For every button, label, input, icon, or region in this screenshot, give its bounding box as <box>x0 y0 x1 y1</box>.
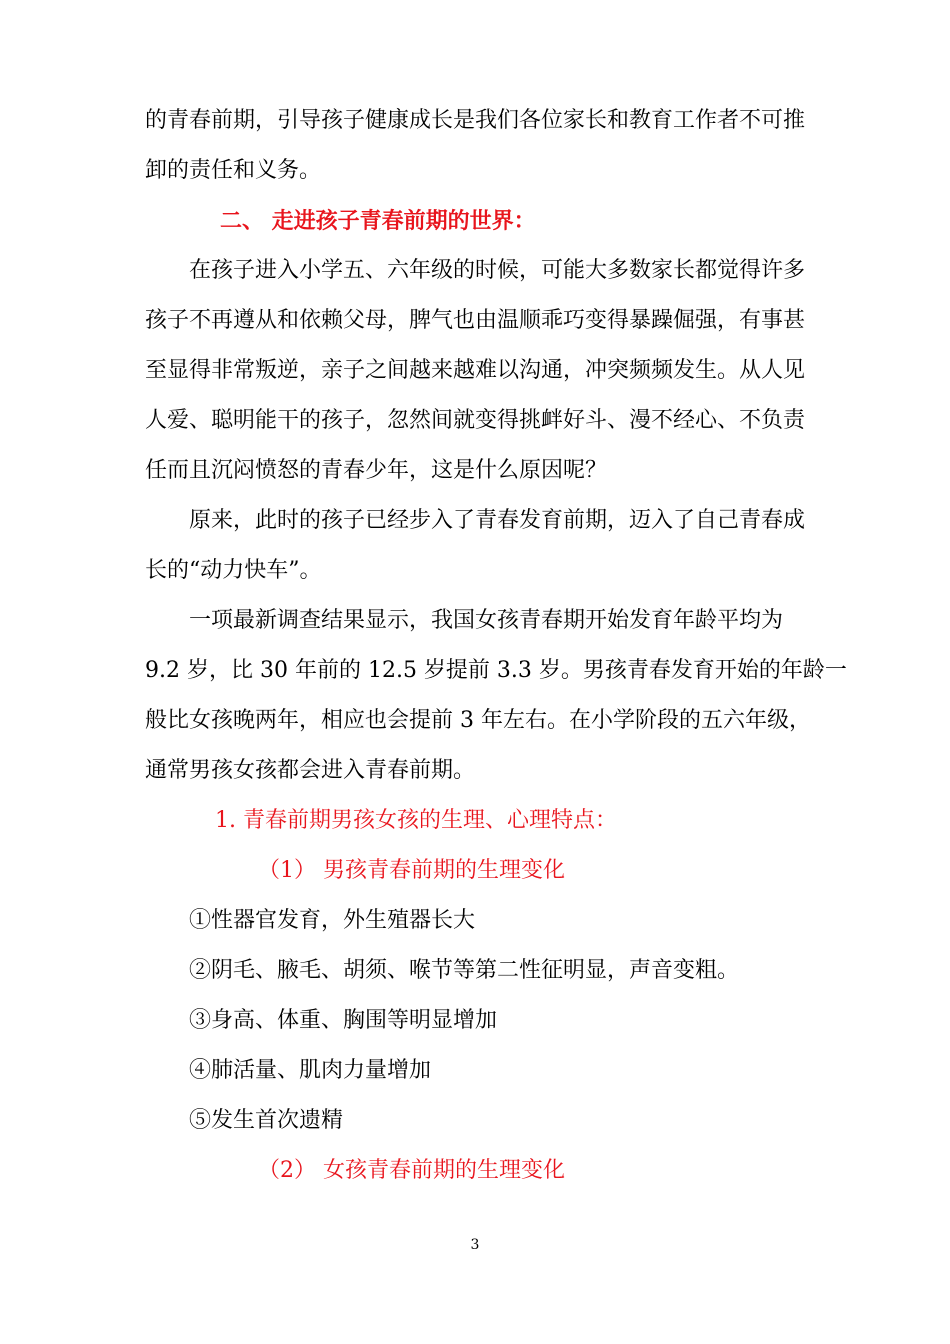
subsubsection-heading: （1） 男孩青春前期的生理变化 <box>258 858 565 883</box>
paragraph-line: 一项最新调查结果显示，我国女孩青春期开始发育年龄平均为 <box>189 608 784 633</box>
list-item: ①性器官发育，外生殖器长大 <box>189 908 476 933</box>
page-number: 3 <box>470 1237 480 1253</box>
list-item: ④肺活量、肌肉力量增加 <box>189 1058 432 1083</box>
paragraph-line: 至显得非常叛逆，亲子之间越来越难以沟通，冲突频频发生。从人见 <box>145 358 806 383</box>
subsection-heading: 1. 青春前期男孩女孩的生理、心理特点： <box>215 808 617 833</box>
paragraph-line: 般比女孩晚两年，相应也会提前 3 年左右。在小学阶段的五六年级， <box>145 708 811 733</box>
paragraph-line: 通常男孩女孩都会进入青春前期。 <box>145 758 476 783</box>
paragraph-line: 在孩子进入小学五、六年级的时候，可能大多数家长都觉得许多 <box>189 258 806 283</box>
paragraph-line: 孩子不再遵从和依赖父母，脾气也由温顺乖巧变得暴躁倔强，有事甚 <box>145 308 806 333</box>
paragraph-line: 原来，此时的孩子已经步入了青春发育前期，迈入了自己青春成 <box>189 508 806 533</box>
list-item: ②阴毛、腋毛、胡须、喉节等第二性征明显，声音变粗。 <box>189 958 740 983</box>
paragraph-line: 任而且沉闷愤怒的青春少年，这是什么原因呢？ <box>145 458 608 483</box>
paragraph-line: 长的“动力快车”。 <box>145 558 322 583</box>
list-item: ⑤发生首次遗精 <box>189 1108 344 1133</box>
paragraph-line: 卸的责任和义务。 <box>145 158 322 183</box>
paragraph-line: 的青春前期，引导孩子健康成长是我们各位家长和教育工作者不可推 <box>145 108 806 133</box>
subsubsection-heading: （2） 女孩青春前期的生理变化 <box>258 1158 565 1183</box>
paragraph-line: 人爱、聪明能干的孩子，忽然间就变得挑衅好斗、漫不经心、不负责 <box>145 408 806 433</box>
section-heading: 二、 走进孩子青春前期的世界： <box>220 208 536 234</box>
list-item: ③身高、体重、胸围等明显增加 <box>189 1008 498 1033</box>
paragraph-line: 9.2 岁，比 30 年前的 12.5 岁提前 3.3 岁。男孩青春发育开始的年龄一 <box>145 658 847 683</box>
